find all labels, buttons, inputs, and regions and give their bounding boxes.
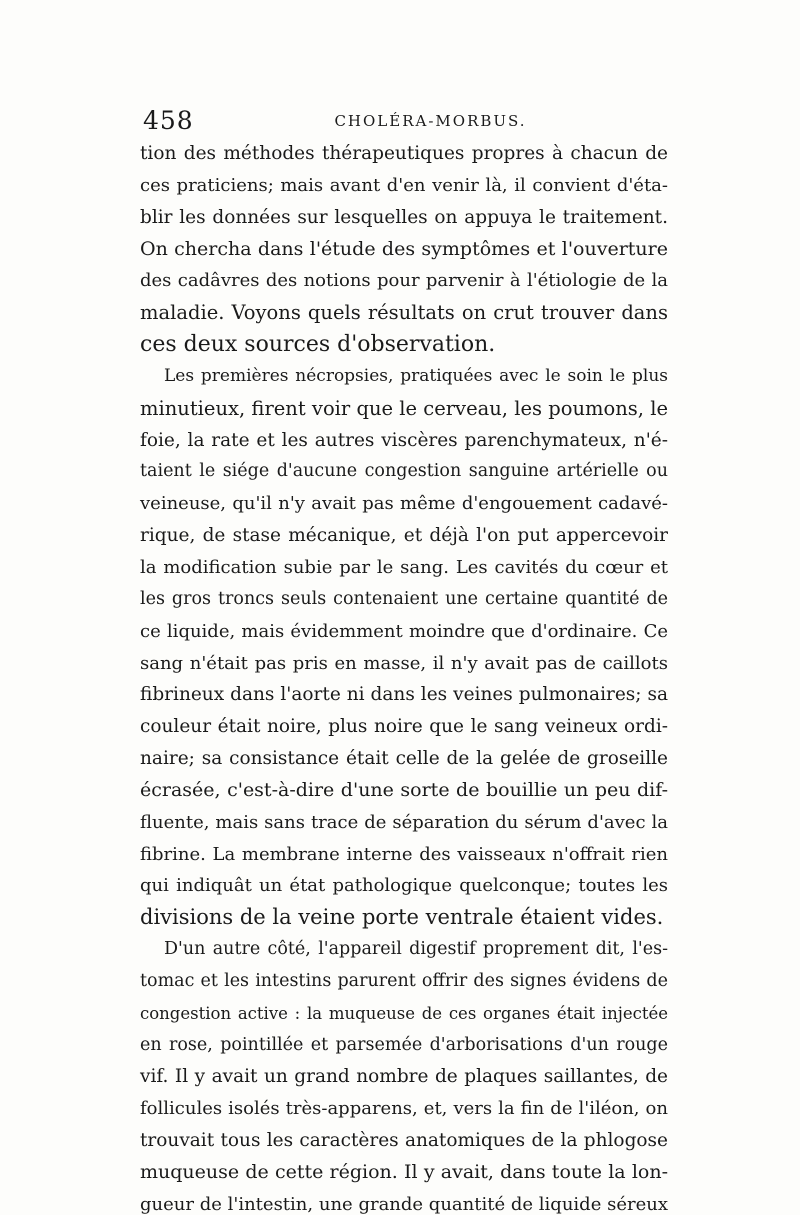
text-line: foie, la rate et les autres viscères parenchymateux, n'é- (140, 429, 668, 451)
text-line: ces deux sources d'observation. (140, 332, 496, 358)
text-line: blir les données sur lesquelles on appuya le traitement. (140, 206, 668, 228)
text-line: fluente, mais sans trace de séparation du sérum d'avec la (140, 811, 668, 833)
text-line: des cadâvres des notions pour parvenir à l'étiologie de la (140, 270, 668, 292)
text-line: fibrineux dans l'aorte ni dans les veines pulmonaires; sa (140, 684, 668, 706)
text-line: tion des méthodes thérapeutiques propres à chacun de (140, 143, 668, 164)
text-line: Les premières nécropsies, pratiquées avec le soin le plus (164, 365, 668, 386)
text-line: vif. Il y avait un grand nombre de plaques saillantes, de (140, 1066, 668, 1088)
text-line: ces praticiens; mais avant d'en venir là, il convient d'éta- (140, 174, 668, 196)
text-line: la modification subie par le sang. Les cavités du cœur et (140, 556, 668, 578)
text-line: minutieux, firent voir que le cerveau, les poumons, le (140, 396, 668, 420)
text-line: en rose, pointillée et parsemée d'arborisations d'un rouge (140, 1034, 668, 1055)
text-line: rique, de stase mécanique, et déjà l'on put appercevoir (140, 525, 668, 547)
text-line: muqueuse de cette région. Il y avait, dans toute la lon- (140, 1161, 668, 1183)
page-number: 458 (143, 106, 194, 135)
text-line: écrasée, c'est-à-dire d'une sorte de bouillie un peu dif- (140, 778, 668, 801)
text-line: veineuse, qu'il n'y avait pas même d'engouement cadavé- (140, 493, 668, 515)
text-line: trouvait tous les caractères anatomiques de la phlogose (140, 1130, 668, 1152)
page-header (143, 106, 658, 136)
text-line: tomac et les intestins parurent offrir des signes évidens de (140, 970, 668, 991)
text-line: divisions de la veine porte ventrale étaient vides. (140, 905, 664, 930)
text-line: ce liquide, mais évidemment moindre que d'ordinaire. Ce (140, 620, 668, 642)
body-text (140, 138, 668, 1215)
text-line: naire; sa consistance était celle de la gelée de groseille (140, 748, 668, 770)
text-line: On chercha dans l'étude des symptômes et l'ouverture (140, 237, 668, 260)
text-line: gueur de l'intestin, une grande quantité de liquide séreux (140, 1193, 668, 1215)
text-line: taient le siége d'aucune congestion sanguine artérielle ou (140, 461, 668, 482)
text-line: maladie. Voyons quels résultats on crut trouver dans (140, 301, 668, 325)
text-line: congestion active : la muqueuse de ces organes était injectée (140, 1003, 668, 1023)
text-line: D'un autre côté, l'appareil digestif proprement dit, l'es- (164, 939, 668, 960)
text-line: qui indiquât un état pathologique quelconque; toutes les (140, 875, 668, 897)
text-line: les gros troncs seuls contenaient une certaine quantité de (140, 588, 668, 609)
running-head: CHOLÉRA-MORBUS. (334, 112, 527, 130)
text-line: follicules isolés très-apparens, et, vers la fin de l'iléon, on (140, 1098, 668, 1120)
text-line: sang n'était pas pris en masse, il n'y avait pas de caillots (140, 652, 668, 674)
text-line: couleur était noire, plus noire que le sang veineux ordi- (140, 716, 668, 738)
text-line: fibrine. La membrane interne des vaisseaux n'offrait rien (140, 843, 668, 865)
